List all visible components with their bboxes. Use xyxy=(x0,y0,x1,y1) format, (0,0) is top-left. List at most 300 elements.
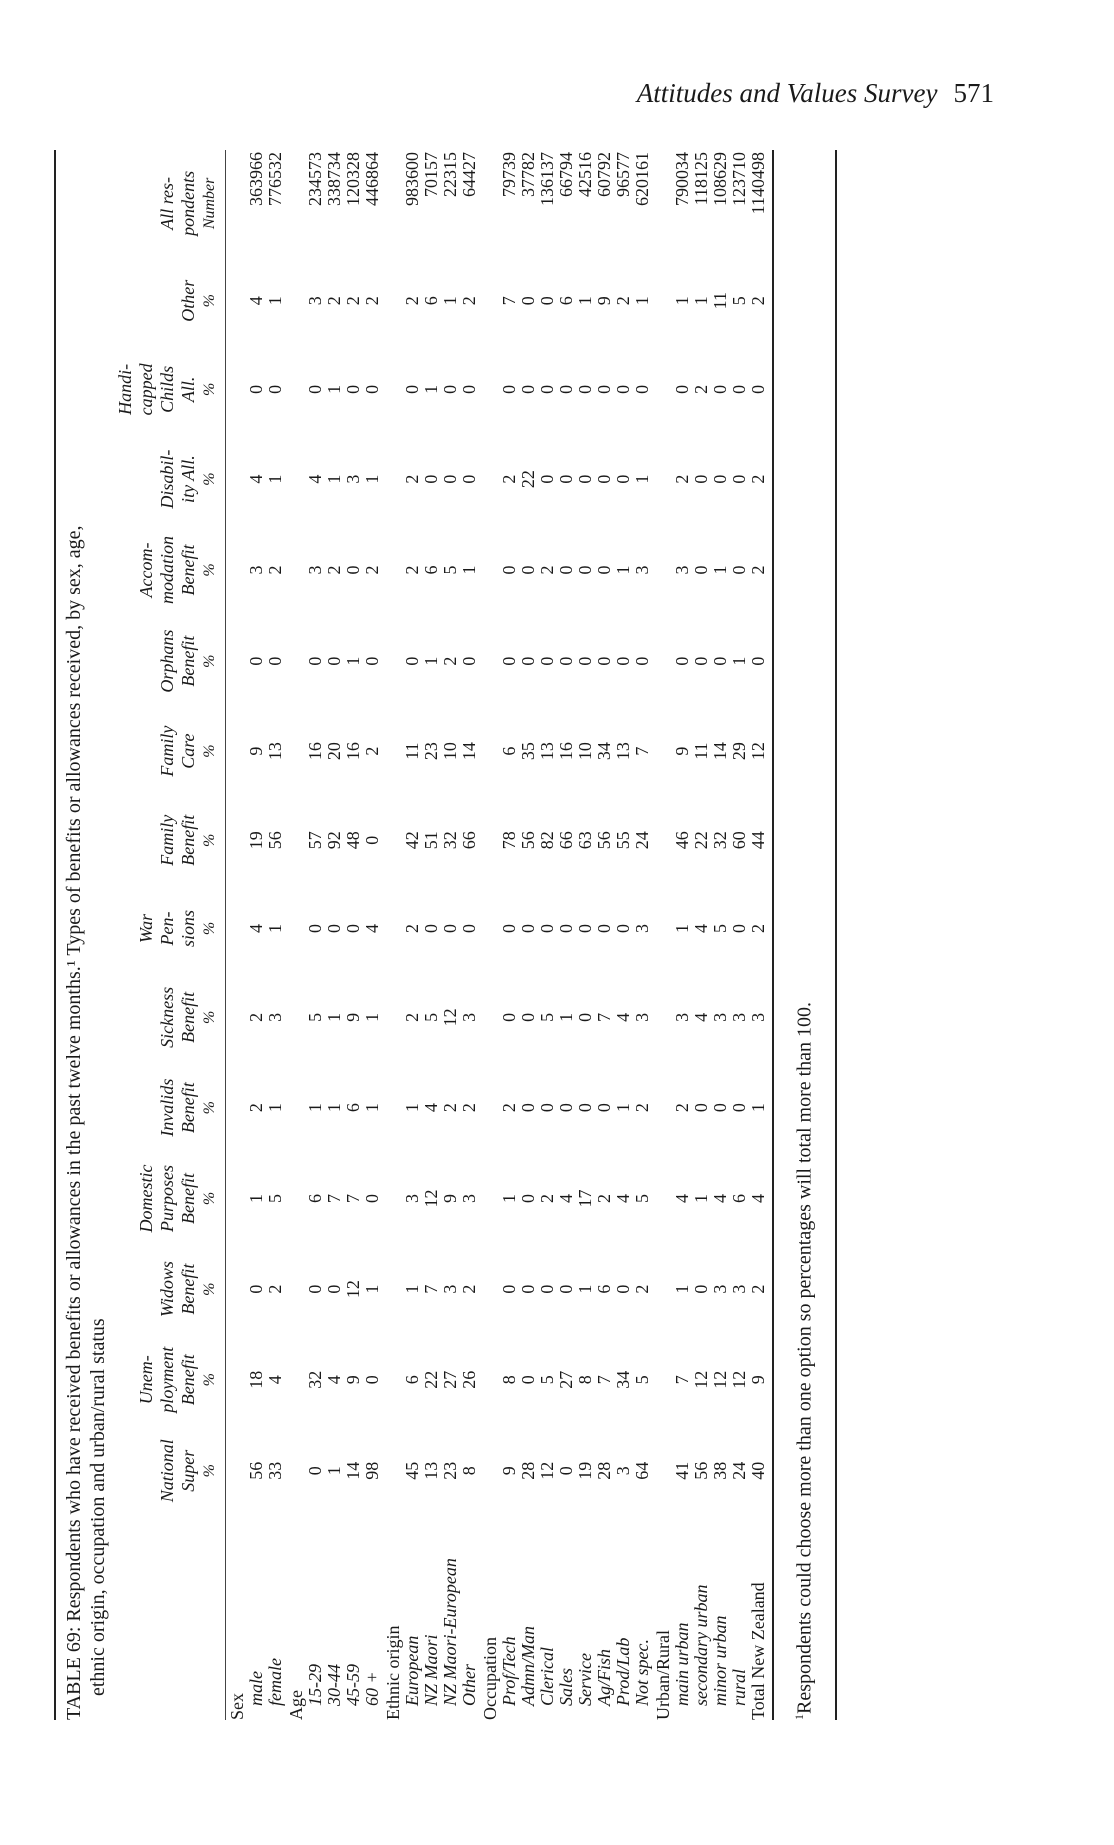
table-cell: 66 xyxy=(556,831,576,850)
footnote-text: Respondents could choose more than one option so percentages will total more than 100. xyxy=(793,1001,816,1714)
table-cell: 2 xyxy=(749,434,773,524)
column-header xyxy=(137,707,158,796)
table-cell: 35 xyxy=(518,742,538,761)
table-cell: 2 xyxy=(613,296,633,306)
table-cell: 14 xyxy=(343,1461,363,1480)
table-cell: 22 xyxy=(421,1370,441,1389)
unit-row xyxy=(200,150,226,1720)
table-cell: 1 xyxy=(246,1193,266,1203)
column-header: Benefit xyxy=(178,991,198,1043)
table-cell: 1 xyxy=(613,1103,633,1113)
table-cell: 9 xyxy=(499,1466,519,1476)
table-cell: 0 xyxy=(246,384,266,394)
column-header xyxy=(116,972,137,1063)
table-cell: 0 xyxy=(632,384,652,394)
table-cell: 0 xyxy=(575,474,595,484)
table-cell: 0 xyxy=(537,1103,557,1113)
table-cell: 120328 xyxy=(343,152,363,206)
table-cell: 0 xyxy=(518,565,538,575)
unit-blank xyxy=(200,1516,226,1720)
table-row xyxy=(595,150,614,1720)
table-cell: 6 xyxy=(402,1375,422,1385)
table-cell: 0 xyxy=(749,345,773,434)
table-row xyxy=(441,150,460,1720)
column-header xyxy=(137,796,158,885)
table-cell: 1 xyxy=(362,1284,382,1294)
table-cell: 6 xyxy=(305,1193,325,1203)
table-cell: 4 xyxy=(246,474,266,484)
table-cell: 4 xyxy=(613,1193,633,1203)
table-cell: 136137 xyxy=(537,152,557,206)
table-cell: 1 xyxy=(459,565,479,575)
table-row xyxy=(614,150,633,1720)
table-cell: 0 xyxy=(691,1103,711,1113)
table-cell xyxy=(285,972,306,1063)
table-cell: 4 xyxy=(246,296,266,306)
table-cell: 0 xyxy=(362,656,382,666)
table-cell: 11 xyxy=(691,742,711,760)
table-cell: 0 xyxy=(613,923,633,933)
column-header xyxy=(137,1244,158,1334)
column-header xyxy=(137,257,158,345)
column-header: Benefit xyxy=(178,1082,198,1134)
table-cell xyxy=(285,1153,306,1245)
table-cell: 446864 xyxy=(362,152,382,206)
table-cell: 0 xyxy=(440,923,460,933)
table-cell: 1 xyxy=(729,656,749,666)
table-cell xyxy=(226,1153,248,1245)
table-cell: 1 xyxy=(632,474,652,484)
table-cell: 0 xyxy=(729,474,749,484)
table-cell: 55 xyxy=(613,831,633,850)
row-label: Urban/Rural xyxy=(653,1630,673,1720)
table-cell: 0 xyxy=(613,1284,633,1294)
row-label: male xyxy=(246,1671,266,1706)
table-cell: 66794 xyxy=(556,152,576,197)
table-cell xyxy=(285,1425,306,1516)
table-cell xyxy=(226,345,248,434)
table-cell xyxy=(382,434,403,524)
table-cell: 4 xyxy=(556,1193,576,1203)
table-cell: 2 xyxy=(402,923,422,933)
row-label: Occupation xyxy=(480,1637,500,1720)
table-cell: 0 xyxy=(246,1284,266,1294)
table-cell xyxy=(479,1425,500,1516)
row-label: European xyxy=(402,1635,422,1706)
table-cell: 12 xyxy=(421,1189,441,1208)
table-cell: 0 xyxy=(537,296,557,306)
table-cell: 0 xyxy=(556,1103,576,1113)
table-cell: 123710 xyxy=(729,152,749,206)
table-row xyxy=(519,150,538,1720)
table-cell: 0 xyxy=(499,656,519,666)
table-cell: 4 xyxy=(246,923,266,933)
table-row xyxy=(363,150,382,1720)
table-cell xyxy=(479,150,500,257)
total-row xyxy=(749,150,773,1720)
table-cell xyxy=(479,1153,500,1245)
table-cell: 0 xyxy=(324,1284,344,1294)
column-header: War xyxy=(136,913,156,944)
table-cell: 6 xyxy=(421,565,441,575)
table-cell: 45 xyxy=(402,1461,422,1480)
column-header: pondents xyxy=(178,170,198,236)
table-cell xyxy=(226,972,248,1063)
row-label: Age xyxy=(286,1690,306,1720)
column-header: Handi- xyxy=(115,363,135,415)
table-cell: 0 xyxy=(518,384,538,394)
table-cell: 0 xyxy=(672,384,692,394)
table-cell xyxy=(382,257,403,345)
column-header xyxy=(116,1244,137,1334)
table-cell: 1 xyxy=(672,1284,692,1294)
table-cell xyxy=(226,1063,248,1153)
table-cell: 0 xyxy=(613,656,633,666)
table-cell: 12 xyxy=(710,1370,730,1389)
row-label: minor urban xyxy=(710,1615,730,1706)
table-cell: 1 xyxy=(324,384,344,394)
table-cell: 1 xyxy=(632,296,652,306)
column-header: modation xyxy=(157,535,177,604)
column-header: Other xyxy=(178,279,198,322)
table-row xyxy=(325,150,344,1720)
table-cell: 0 xyxy=(343,565,363,575)
header-blank xyxy=(137,1516,158,1720)
table-cell: 2 xyxy=(672,1103,692,1113)
table-cell: 1 xyxy=(672,923,692,933)
table-cell: 27 xyxy=(556,1370,576,1389)
table-cell: 4 xyxy=(421,1103,441,1113)
table-cell: 4 xyxy=(691,923,711,933)
table-cell: 14 xyxy=(710,742,730,761)
row-label: female xyxy=(265,1658,285,1706)
column-header: All res- xyxy=(157,176,177,230)
table-row xyxy=(576,150,595,1720)
table-cell: 2 xyxy=(459,1284,479,1294)
table-cell: 0 xyxy=(305,923,325,933)
table-cell: 3 xyxy=(672,565,692,575)
table-cell: 9 xyxy=(749,1334,773,1425)
table-cell: 2 xyxy=(265,565,285,575)
table-cell xyxy=(382,524,403,616)
table-cell: 79739 xyxy=(499,152,519,197)
table-cell: 0 xyxy=(537,1284,557,1294)
table-cell: 9 xyxy=(440,1193,460,1203)
column-unit: % xyxy=(200,1063,226,1153)
table-cell: 3 xyxy=(459,1193,479,1203)
group-row xyxy=(226,150,248,1720)
table-cell xyxy=(382,972,403,1063)
table-cell: 7 xyxy=(421,1284,441,1294)
table-cell: 1 xyxy=(324,1103,344,1113)
table-cell: 17 xyxy=(575,1189,595,1208)
table-cell: 776532 xyxy=(265,152,285,206)
table-cell: 0 xyxy=(402,656,422,666)
table-cell: 0 xyxy=(594,565,614,575)
table-cell xyxy=(226,796,248,885)
table-cell: 5 xyxy=(632,1193,652,1203)
table-cell: 6 xyxy=(729,1193,749,1203)
column-header: Unem- xyxy=(136,1355,156,1405)
table-cell: 1 xyxy=(324,474,344,484)
column-unit: Number xyxy=(200,150,226,257)
table-cell: 4 xyxy=(265,1375,285,1385)
table-cell xyxy=(652,345,673,434)
group-row xyxy=(285,150,306,1720)
table-cell: 19 xyxy=(575,1461,595,1480)
table-cell: 3 xyxy=(632,565,652,575)
table-cell xyxy=(652,1063,673,1153)
table-cell: 32 xyxy=(305,1370,325,1389)
column-unit: % xyxy=(200,257,226,345)
row-label: Sex xyxy=(227,1693,247,1720)
table-cell xyxy=(382,150,403,257)
column-header: Benefit xyxy=(178,1263,198,1315)
table-cell: 118125 xyxy=(691,152,711,206)
table-cell: 0 xyxy=(305,1284,325,1294)
column-header: Benefit xyxy=(178,635,198,687)
table-cell: 1 xyxy=(499,1193,519,1203)
table-cell xyxy=(382,1153,403,1245)
table-cell: 0 xyxy=(499,384,519,394)
table-cell: 0 xyxy=(440,384,460,394)
table-cell: 0 xyxy=(362,1375,382,1385)
table-cell xyxy=(285,1063,306,1153)
column-header xyxy=(137,434,158,524)
row-label: rural xyxy=(729,1668,749,1706)
table-cell: 5 xyxy=(537,1012,557,1022)
table-cell: 9 xyxy=(343,1012,363,1022)
table-cell: 32 xyxy=(440,831,460,850)
table-cell: 6 xyxy=(499,746,519,756)
column-header xyxy=(137,616,158,707)
table-cell: 64 xyxy=(632,1461,652,1480)
table-cell: 0 xyxy=(556,923,576,933)
column-unit: % xyxy=(200,1425,226,1516)
table-cell xyxy=(382,885,403,972)
table-cell: 1 xyxy=(556,1012,576,1022)
table-cell: 2 xyxy=(499,1103,519,1113)
table-row xyxy=(711,150,730,1720)
table-cell: 10 xyxy=(575,742,595,761)
column-header: National xyxy=(157,1439,177,1503)
table-cell: 38 xyxy=(710,1461,730,1480)
table-cell: 0 xyxy=(518,656,538,666)
table-cell: 3 xyxy=(672,1012,692,1022)
table-cell: 0 xyxy=(518,1012,538,1022)
table-cell xyxy=(652,1244,673,1334)
table-cell: 78 xyxy=(499,831,519,850)
table-cell: 4 xyxy=(710,1193,730,1203)
table-cell: 0 xyxy=(305,384,325,394)
table-cell: 2 xyxy=(749,257,773,345)
column-header: Pen- xyxy=(157,911,177,946)
table-cell: 2 xyxy=(402,296,422,306)
table-cell: 28 xyxy=(518,1461,538,1480)
table-cell: 0 xyxy=(594,474,614,484)
table-cell: 0 xyxy=(691,1284,711,1294)
table-caption xyxy=(54,150,110,1720)
column-unit: % xyxy=(200,1153,226,1245)
table-cell: 620161 xyxy=(632,152,652,206)
table-cell: 2 xyxy=(537,1193,557,1203)
table-cell: 7 xyxy=(343,1193,363,1203)
table-cell: 0 xyxy=(556,656,576,666)
table-cell xyxy=(652,524,673,616)
header-blank xyxy=(179,1516,200,1720)
caption-line-1: TABLE 69: Respondents who have received benefits or allowances in the past twelve months.¹ Types of benefits or allowances received, by sex, age, xyxy=(63,525,85,1720)
table-cell: 2 xyxy=(362,296,382,306)
table-row xyxy=(344,150,363,1720)
table-cell: 0 xyxy=(343,384,363,394)
table-cell xyxy=(382,1244,403,1334)
table-cell: 1 xyxy=(362,1012,382,1022)
table-cell: 1 xyxy=(305,1103,325,1113)
column-header xyxy=(116,707,137,796)
table-cell: 57 xyxy=(305,831,325,850)
table-cell: 24 xyxy=(632,831,652,850)
table-cell: 0 xyxy=(710,474,730,484)
column-header xyxy=(137,1063,158,1153)
column-header xyxy=(116,1153,137,1245)
table-cell: 12 xyxy=(537,1461,557,1480)
column-header xyxy=(116,885,137,972)
table-cell: 0 xyxy=(518,1103,538,1113)
table-cell xyxy=(479,345,500,434)
table-cell: 0 xyxy=(691,656,711,666)
column-header: ployment xyxy=(157,1346,177,1413)
table-cell: 32 xyxy=(710,831,730,850)
table-cell: 2 xyxy=(632,1103,652,1113)
row-label: NZ Maori-European xyxy=(440,1558,460,1706)
table-cell: 13 xyxy=(537,742,557,761)
table-cell: 6 xyxy=(594,1284,614,1294)
table-cell: 2 xyxy=(459,296,479,306)
table-cell: 3 xyxy=(459,1012,479,1022)
table-row xyxy=(247,150,266,1720)
table-cell xyxy=(382,796,403,885)
table-cell: 0 xyxy=(518,296,538,306)
table-cell: 0 xyxy=(594,1103,614,1113)
table-cell: 22 xyxy=(518,470,538,489)
table-cell: 27 xyxy=(440,1370,460,1389)
table-cell: 0 xyxy=(537,384,557,394)
table-cell xyxy=(285,1244,306,1334)
table-cell xyxy=(226,616,248,707)
table-cell: 48 xyxy=(343,831,363,850)
row-label: main urban xyxy=(672,1622,692,1706)
table-cell: 34 xyxy=(594,742,614,761)
table-cell: 0 xyxy=(575,384,595,394)
table-cell: 0 xyxy=(362,384,382,394)
column-header: Benefit xyxy=(178,544,198,596)
table-cell: 0 xyxy=(556,474,576,484)
column-header xyxy=(137,1425,158,1516)
rotated-table-block xyxy=(54,150,1074,1720)
table-cell: 1 xyxy=(265,1103,285,1113)
table-cell: 0 xyxy=(421,923,441,933)
table-cell: 1 xyxy=(362,1103,382,1113)
table-row xyxy=(266,150,285,1720)
table-cell: 24 xyxy=(729,1461,749,1480)
table-row xyxy=(306,150,325,1720)
benefits-table xyxy=(116,150,774,1720)
table-cell: 29 xyxy=(729,742,749,761)
table-cell: 8 xyxy=(459,1466,479,1476)
table-cell: 12 xyxy=(343,1280,363,1299)
table-cell: 0 xyxy=(575,565,595,575)
table-cell: 0 xyxy=(575,1012,595,1022)
table-cell xyxy=(285,345,306,434)
table-cell: 16 xyxy=(305,742,325,761)
table-cell: 2 xyxy=(265,1284,285,1294)
table-cell: 1 xyxy=(421,656,441,666)
column-header: Sickness xyxy=(157,986,177,1048)
table-cell: 0 xyxy=(343,923,363,933)
table-row xyxy=(557,150,576,1720)
table-cell: 0 xyxy=(440,474,460,484)
table-cell: 5 xyxy=(710,923,730,933)
table-cell: 7 xyxy=(672,1375,692,1385)
table-cell: 108629 xyxy=(710,152,730,206)
table-cell: 34 xyxy=(613,1370,633,1389)
column-header xyxy=(116,434,137,524)
table-cell: 0 xyxy=(729,1103,749,1113)
row-label: Ethnic origin xyxy=(383,1625,403,1720)
table-cell xyxy=(652,1425,673,1516)
table-cell xyxy=(226,1334,248,1425)
table-cell: 0 xyxy=(305,1466,325,1476)
table-cell: 0 xyxy=(499,1284,519,1294)
table-cell xyxy=(382,616,403,707)
table-cell: 0 xyxy=(518,1284,538,1294)
column-unit: % xyxy=(200,434,226,524)
table-cell: 1 xyxy=(710,565,730,575)
table-cell: 22315 xyxy=(440,152,460,197)
table-cell: 0 xyxy=(518,1193,538,1203)
table-cell: 2 xyxy=(749,885,773,972)
table-cell: 0 xyxy=(421,474,441,484)
header-row xyxy=(116,150,137,1720)
table-cell xyxy=(285,150,306,257)
table-cell: 2 xyxy=(362,565,382,575)
row-label: 45-59 xyxy=(343,1664,363,1706)
table-cell: 5 xyxy=(729,296,749,306)
table-cell: 0 xyxy=(402,384,422,394)
footnote xyxy=(792,150,817,1720)
table-cell xyxy=(226,257,248,345)
table-header xyxy=(116,150,226,1720)
table-cell: 13 xyxy=(421,1461,441,1480)
column-header: Childs xyxy=(157,365,177,413)
table-cell: 2 xyxy=(459,1103,479,1113)
column-header: Benefit xyxy=(178,1354,198,1406)
table-cell: 9 xyxy=(594,296,614,306)
table-cell: 2 xyxy=(691,384,711,394)
table-cell: 0 xyxy=(613,384,633,394)
table-cell: 0 xyxy=(537,923,557,933)
table-cell: 2 xyxy=(402,474,422,484)
table-cell: 42 xyxy=(402,831,422,850)
table-cell: 0 xyxy=(556,1284,576,1294)
table-cell: 66 xyxy=(459,831,479,850)
table-cell: 46 xyxy=(672,831,692,850)
table-cell xyxy=(285,796,306,885)
table-cell: 12 xyxy=(440,1008,460,1027)
table-cell: 51 xyxy=(421,831,441,850)
table-cell: 3 xyxy=(729,1284,749,1294)
column-header xyxy=(116,257,137,345)
